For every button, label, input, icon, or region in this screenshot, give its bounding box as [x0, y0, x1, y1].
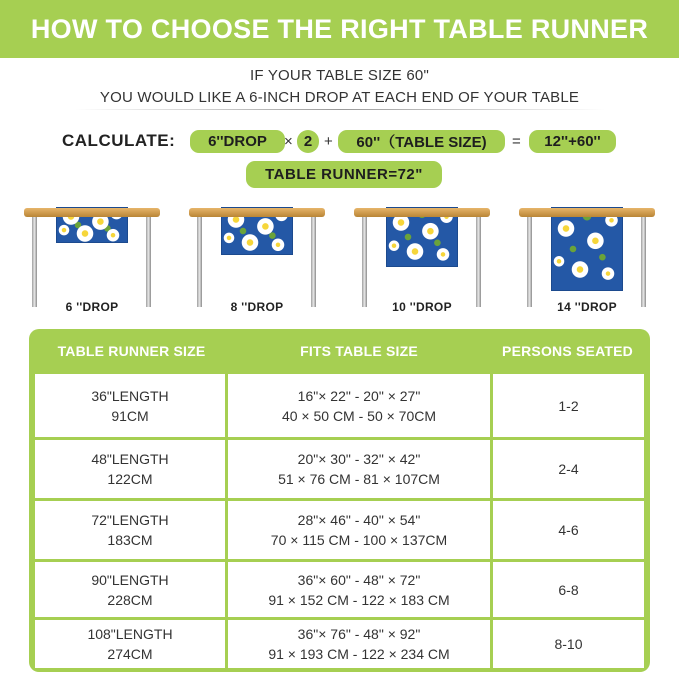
cell-text: 36"× 60" - 48" × 72"	[297, 571, 421, 588]
cell-text: 90"LENGTH	[91, 571, 169, 588]
table-leg	[311, 217, 316, 307]
cell-text: 16"× 22" - 20" × 27"	[297, 387, 421, 404]
cell-text: 228CM	[107, 591, 153, 608]
table-top	[189, 208, 325, 217]
size-table-header	[29, 329, 650, 373]
cell-text: 183CM	[107, 532, 153, 548]
intro-line-table-size: IF YOUR TABLE SIZE 60"	[250, 67, 429, 84]
cell-text: 1-2	[558, 397, 579, 414]
cell-text: 28"× 46" - 40" × 54"	[297, 512, 421, 528]
multiplier-pill: 2	[297, 130, 319, 153]
table-leg	[527, 217, 532, 307]
cell-persons-seated	[493, 374, 644, 437]
result-pill: 12''+60''	[529, 130, 616, 153]
cell-text: 70 × 115 CM - 100 × 137CM	[270, 532, 448, 548]
cell-text: 72"LENGTH	[91, 512, 169, 528]
divider	[75, 109, 605, 110]
cell-text: 108"LENGTH	[87, 626, 173, 642]
table-leg	[32, 217, 37, 307]
drop-scene-6	[24, 208, 160, 318]
drop-label: 14 ''DROP	[557, 300, 617, 314]
cell-text: 274CM	[107, 646, 153, 662]
table-leg	[197, 217, 202, 307]
drop-label: 10 ''DROP	[392, 300, 452, 314]
cell-persons-seated	[493, 501, 644, 559]
table-leg	[641, 217, 646, 307]
cell-text: 48"LENGTH	[91, 451, 169, 467]
cell-text: 91CM	[111, 407, 149, 424]
page-title-banner	[0, 0, 679, 58]
cell-fits-table-size	[228, 501, 490, 559]
cell-text: 36"× 76" - 48" × 92"	[297, 626, 421, 642]
cell-runner-size	[35, 440, 225, 498]
cell-text: 122CM	[107, 471, 153, 487]
table-leg	[362, 217, 367, 307]
drop-scene-8	[189, 208, 325, 318]
table-leg	[476, 217, 481, 307]
cell-runner-size	[35, 374, 225, 437]
equals-sign: =	[512, 133, 521, 150]
drop-term-pill: 6''DROP	[190, 130, 285, 153]
cell-text: 4-6	[558, 522, 579, 538]
calculate-label: CALCULATE:	[62, 131, 176, 150]
table-top	[354, 208, 490, 217]
cell-fits-table-size	[228, 562, 490, 617]
table-leg	[146, 217, 151, 307]
runner-illustration	[551, 207, 623, 291]
cell-persons-seated	[493, 562, 644, 617]
cell-text: 40 × 50 CM - 50 × 70CM	[281, 407, 437, 424]
cell-text: 36"LENGTH	[91, 387, 169, 404]
page-title: HOW TO CHOOSE THE RIGHT TABLE RUNNER	[30, 13, 649, 44]
runner-length-pill: TABLE RUNNER=72"	[246, 161, 442, 188]
drop-scene-10	[354, 208, 490, 318]
cell-text: 20"× 30" - 32" × 42"	[297, 451, 421, 467]
drop-label: 8 ''DROP	[230, 300, 284, 314]
table-top	[519, 208, 655, 217]
cell-fits-table-size	[228, 374, 490, 437]
table-size-pill: 60''（TABLE SIZE)	[338, 130, 505, 153]
size-table	[29, 329, 650, 672]
cell-runner-size	[35, 501, 225, 559]
cell-fits-table-size	[228, 440, 490, 498]
cell-persons-seated	[493, 620, 644, 668]
cell-runner-size	[35, 562, 225, 617]
cell-text: 91 × 193 CM - 122 × 234 CM	[268, 646, 450, 662]
cell-text: 2-4	[558, 461, 579, 477]
cell-text: 6-8	[558, 581, 579, 598]
header-runner-size: TABLE RUNNER SIZE	[57, 343, 206, 359]
times-sign: ×	[284, 133, 293, 150]
cell-persons-seated	[493, 440, 644, 498]
cell-text: 8-10	[554, 636, 583, 652]
drop-scene-14	[519, 208, 655, 318]
drop-label: 6 ''DROP	[65, 300, 119, 314]
cell-fits-table-size	[228, 620, 490, 668]
header-persons-seated: PERSONS SEATED	[502, 343, 633, 359]
plus-sign: +	[324, 133, 333, 150]
cell-text: 91 × 152 CM - 122 × 183 CM	[268, 591, 450, 608]
header-fits-table-size: FITS TABLE SIZE	[300, 343, 418, 359]
intro-line-drop: YOU WOULD LIKE A 6-INCH DROP AT EACH END OF YOUR TABLE	[99, 89, 580, 106]
cell-runner-size	[35, 620, 225, 668]
table-top	[24, 208, 160, 217]
cell-text: 51 × 76 CM - 81 × 107CM	[278, 471, 440, 487]
